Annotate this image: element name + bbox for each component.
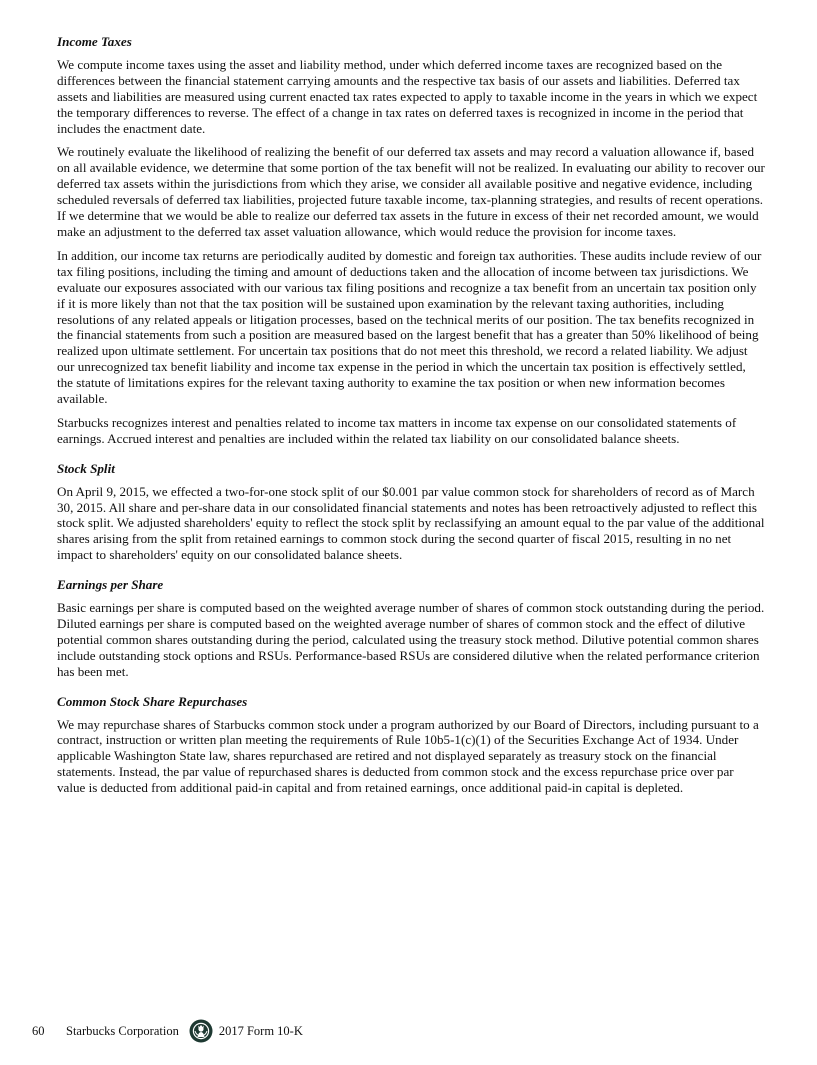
page-number: 60 (32, 1023, 45, 1038)
paragraph: We routinely evaluate the likelihood of realizing the benefit of our deferred tax assets and may record a valuation allowance if, based on all available evidence, we determine that some portion of the tax benefit will not be realized. In evaluating our ability to recover our deferred tax assets within the jurisdictions from which they arise, we consider all available positive and negative evidence, including scheduled reversals of deferred tax liabilities, projected future taxable income, tax-planning strategies, and results of recent operations. If we determine that we would be able to realize our deferred tax assets in the future in excess of their net recorded amount, we would make an adjustment to the deferred tax asset valuation allowance, which would reduce the provision for income taxes. (57, 144, 765, 239)
section-heading: Stock Split (57, 460, 115, 476)
section-heading: Earnings per Share (57, 577, 164, 593)
paragraph: We compute income taxes using the asset and liability method, under which deferred income taxes are recognized based on the differences between the financial statement carrying amounts and the respective tax basis of our assets and liabilities. Deferred tax assets and liabilities are measured using current enacted tax rates expected to apply to taxable income in the years in which we expect the temporary differences to reverse. The effect of a change in tax rates on deferred taxes is recognized in income in the period that includes the enactment date. (57, 56, 758, 136)
section-heading: Income Taxes (57, 34, 132, 49)
paragraph: Basic earnings per share is computed based on the weighted average number of shares of common stock outstanding during the period. Diluted earnings per share is computed based on the weighted average number of shares of common stock and the effect of dilutive potential common shares outstanding during the period, calculated using the treasury stock method. Dilutive potential common shares include outstanding stock options and RSUs. Performance-based RSUs are considered dilutive when the related performance criterion has been met. (57, 600, 765, 679)
paragraph: In addition, our income tax returns are periodically audited by domestic and foreign tax authorities. These audits include review of our tax filing positions, including the timing and amount of deductions taken and the allocation of income between tax jurisdictions. We evaluate our exposures associated with our various tax filing positions and recognize a tax benefit from an uncertain tax position only if it is more likely than not that the tax position will be sustained upon examination by the relevant taxing authorities, including resolutions of any related appeals or litigation processes, based on the technical merits of our position. The tax benefits recognized in the financial statements from such a position are measured based on the largest benefit that has a greater than 50% likelihood of being realized upon ultimate settlement. For uncertain tax positions that do not meet this threshold, we record a related liability. We adjust our unrecognized tax benefit liability and income tax expense in the period in which the uncertain tax position is effectively settled, the statute of limitations expires for the relevant taxing authority to examine the tax position or when new information becomes available. (57, 247, 762, 407)
section-stock-split (57, 461, 765, 563)
company-name: Starbucks Corporation (66, 1023, 179, 1038)
paragraph: Starbucks recognizes interest and penalties related to income tax matters in income tax expense on our consolidated statements of earnings. Accrued interest and penalties are included within the related tax liability on our consolidated balance sheets. (57, 414, 737, 446)
paragraph: On April 9, 2015, we effected a two-for-one stock split of our $0.001 par value common stock for shareholders of record as of March 30, 2015. All share and per-share data in our consolidated financial statements and notes has been retroactively adjusted to reflect this stock split. We adjusted shareholders' equity to reflect the stock split by reclassifying an amount equal to the par value of the additional shares arising from the split from retained earnings to common stock during the second quarter of fiscal 2015, resulting in no net impact to shareholders' equity on our consolidated balance sheets. (57, 483, 765, 563)
section-common-stock-share-repurchases (57, 694, 765, 796)
section-income-taxes (57, 34, 765, 447)
section-heading: Common Stock Share Repurchases (57, 693, 248, 709)
section-earnings-per-share (57, 577, 765, 679)
form-label: 2017 Form 10-K (218, 1023, 303, 1038)
document-body (57, 34, 765, 804)
starbucks-siren-logo-icon (189, 1019, 213, 1043)
paragraph: We may repurchase shares of Starbucks common stock under a program authorized by our Board of Directors, including pursuant to a contract, instruction or written plan meeting the requirements of Rule 10b5-1(c)(1) of the Securities Exchange Act of 1934. Under applicable Washington State law, shares repurchased are retired and not displayed separately as treasury stock on the financial statements. Instead, the par value of repurchased shares is deducted from common stock and the excess repurchase price over par value is deducted from additional paid-in capital and from retained earnings, once additional paid-in capital is depleted. (57, 716, 759, 796)
page-footer (32, 1018, 303, 1044)
